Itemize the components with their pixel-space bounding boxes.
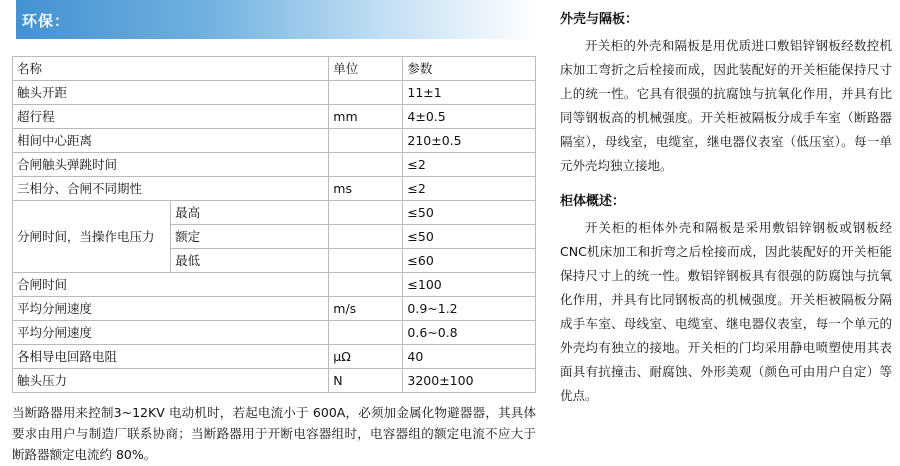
table-row xyxy=(13,201,536,225)
cell-unit xyxy=(329,81,403,105)
cell-name: 各相导电回路电阻 xyxy=(13,345,329,369)
cell-unit xyxy=(329,273,403,297)
cell-value: ≤2 xyxy=(403,177,536,201)
specifications-table xyxy=(12,56,536,393)
table-row xyxy=(13,273,536,297)
section-body-enclosure: 开关柜的外壳和隔板是用优质进口敷铝锌钢板经数控机床加工弯折之后栓接而成，因此装配好的开关柜能保持尺寸上的统一性。它具有很强的抗腐蚀与抗氧化作用，并具有比同等钢板高的机械强度。开关柜被隔板分成手车室（断路器隔室），母线室，电缆室，继电器仪表室（低压室）。每一单元外壳均独立接地。 xyxy=(560,38,892,173)
cell-subname: 额定 xyxy=(171,225,329,249)
cell-subname: 最高 xyxy=(171,201,329,225)
right-column xyxy=(560,0,892,466)
table-row xyxy=(13,153,536,177)
table-row xyxy=(13,81,536,105)
cell-unit: mm xyxy=(329,105,403,129)
table-footnote xyxy=(12,402,536,465)
cell-value: ≤60 xyxy=(403,249,536,273)
cell-name: 平均分闸速度 xyxy=(13,321,329,345)
cell-value: ≤50 xyxy=(403,225,536,249)
cell-value: ≤50 xyxy=(403,201,536,225)
cell-name: 超行程 xyxy=(13,105,329,129)
cell-name: 触头压力 xyxy=(13,369,329,393)
table-row xyxy=(13,129,536,153)
cell-value: 11±1 xyxy=(403,81,536,105)
cell-unit xyxy=(329,153,403,177)
cell-name: 合闸触头弹跳时间 xyxy=(13,153,329,177)
table-row xyxy=(13,105,536,129)
cell-unit xyxy=(329,201,403,225)
cell-value: 40 xyxy=(403,345,536,369)
cell-value: 参数 xyxy=(403,57,536,81)
section-banner xyxy=(0,0,536,46)
cell-unit: ms xyxy=(329,177,403,201)
cell-name: 相间中心距离 xyxy=(13,129,329,153)
cell-unit xyxy=(329,249,403,273)
cell-name: 触头开距 xyxy=(13,81,329,105)
cell-name: 平均分闸速度 xyxy=(13,297,329,321)
banner-title: 环保： xyxy=(22,12,71,30)
cell-unit: μΩ xyxy=(329,345,403,369)
table-row-header xyxy=(13,57,536,81)
section-title-cabinet: 柜体概述： xyxy=(560,194,626,209)
footnote-text: 当断路器用来控制3~12KV 电动机时，若起电流小于 600A，必须加金属化物避器器，其具体要求由用户与制造厂联系协商；当断路器用于开断电容器组时，电容器组的额定电流不应大于断路器额定电流约 80%。 xyxy=(12,405,536,462)
table-row xyxy=(13,177,536,201)
section-title-enclosure: 外壳与隔板： xyxy=(560,12,639,27)
cell-unit: N xyxy=(329,369,403,393)
cell-unit: m/s xyxy=(329,297,403,321)
cell-value: 210±0.5 xyxy=(403,129,536,153)
cell-unit: 单位 xyxy=(329,57,403,81)
cell-name: 名称 xyxy=(13,57,329,81)
table-row xyxy=(13,369,536,393)
table-row xyxy=(13,321,536,345)
cell-subname: 最低 xyxy=(171,249,329,273)
cell-value: 0.9~1.2 xyxy=(403,297,536,321)
cell-value: 4±0.5 xyxy=(403,105,536,129)
cell-unit xyxy=(329,129,403,153)
banner-bottom-strip xyxy=(0,39,536,46)
cell-unit xyxy=(329,321,403,345)
cell-value: 3200±100 xyxy=(403,369,536,393)
cell-value: ≤100 xyxy=(403,273,536,297)
cell-name: 分闸时间，当操作电压力 xyxy=(13,201,171,273)
cell-name: 合闸时间 xyxy=(13,273,329,297)
table-row xyxy=(13,345,536,369)
cell-value: 0.6~0.8 xyxy=(403,321,536,345)
cell-unit xyxy=(329,225,403,249)
table-row xyxy=(13,297,536,321)
cell-name: 三相分、合闸不同期性 xyxy=(13,177,329,201)
section-body-cabinet: 开关柜的柜体外壳和隔板是采用敷铝锌钢板或钢板经CNC机床加工和折弯之后栓接而成，因此装配好的开关柜能保持尺寸上的统一性。敷铝锌钢板具有很强的防腐蚀与抗氧化作用，并具有比同钢板高的机械强度。开关柜被隔板分隔成手车室、母线室、电缆室、继电器仪表室，每一个单元的外壳均有独立的接地。开关柜的门均采用静电喷塑使用其表面具有抗撞击、耐腐蚀、外形美观（颜色可由用户自定）等优点。 xyxy=(560,220,892,403)
cell-value: ≤2 xyxy=(403,153,536,177)
